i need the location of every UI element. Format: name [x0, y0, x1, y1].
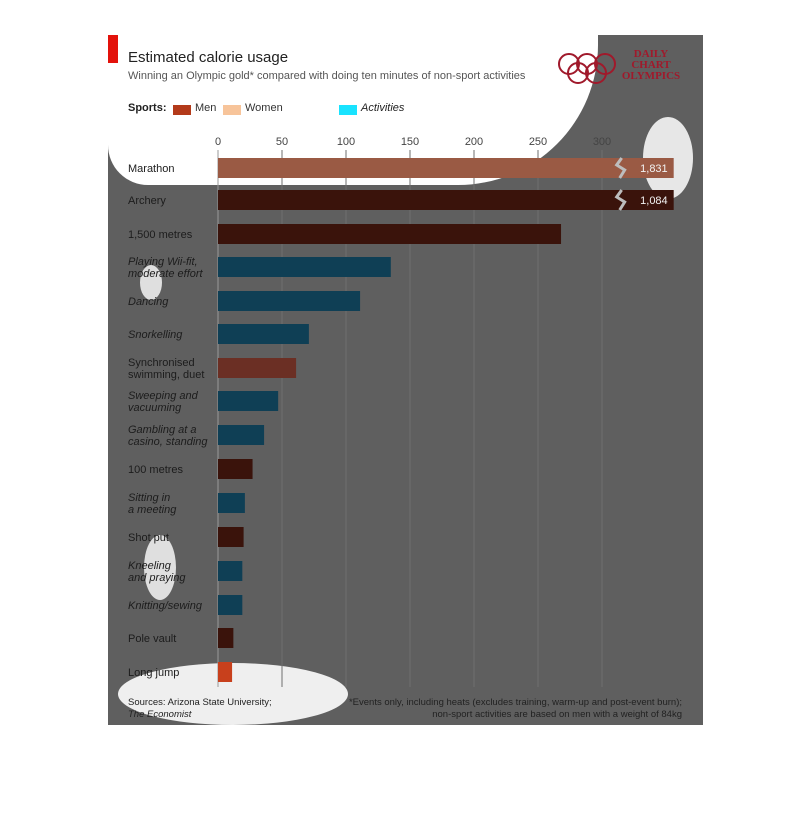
legend-women-label: Women: [245, 102, 283, 114]
bar: [218, 257, 391, 277]
category-label: Shot put: [128, 532, 169, 544]
x-tick-label: 100: [336, 136, 356, 148]
category-label: casino, standing: [128, 436, 208, 448]
legend-activities-label: Activities: [361, 102, 405, 114]
bar: [218, 158, 674, 178]
bar: [218, 527, 244, 547]
x-tick-label: 150: [400, 136, 420, 148]
bar: [218, 224, 561, 244]
footer-note: [349, 697, 682, 721]
x-tick-label: 200: [464, 136, 484, 148]
category-label: Sitting in: [128, 492, 171, 504]
bar: [218, 561, 242, 581]
source-line: Sources: Arizona State University;: [128, 697, 272, 708]
bar: [218, 595, 242, 615]
bar: [218, 662, 232, 682]
chart-title: Estimated calorie usage: [128, 49, 289, 66]
footer-sources: [128, 697, 272, 721]
x-tick-label: 250: [528, 136, 548, 148]
bar: [218, 190, 674, 210]
bar-value-label: 1,084: [640, 195, 668, 207]
bar: [218, 459, 253, 479]
category-label: Dancing: [128, 296, 169, 308]
x-tick-label: 50: [275, 136, 289, 148]
bar-chart: [108, 35, 703, 725]
category-label: Synchronised: [128, 357, 195, 369]
category-label: and praying: [128, 572, 186, 584]
category-label: 100 metres: [128, 464, 184, 476]
bar: [218, 324, 309, 344]
category-label: Kneeling: [128, 560, 171, 572]
x-tick-label: 300: [592, 136, 612, 148]
category-label: Long jump: [128, 667, 180, 679]
legend-men-label: Men: [195, 102, 217, 114]
chart-subtitle: Winning an Olympic gold* compared with doing ten minutes of non-sport activities: [128, 70, 526, 82]
chart-panel: [108, 35, 703, 725]
bar: [218, 291, 360, 311]
category-label: 1,500 metres: [128, 229, 193, 241]
bar: [218, 358, 296, 378]
category-label: Knitting/sewing: [128, 600, 202, 612]
bar: [218, 628, 233, 648]
category-label: Marathon: [128, 163, 175, 175]
category-label: moderate effort: [128, 268, 203, 280]
category-label: Pole vault: [128, 633, 177, 645]
bar: [218, 493, 245, 513]
bar: [218, 425, 264, 445]
legend-sports-label: Sports:: [128, 102, 167, 114]
category-label: Gambling at a: [128, 424, 197, 436]
logo-text: DAILY CHART OLYMPICS: [621, 48, 681, 82]
category-label: Sweeping and: [128, 390, 198, 402]
category-label: Playing Wii-fit,: [128, 256, 198, 268]
category-label: a meeting: [128, 504, 177, 516]
category-label: vacuuming: [128, 402, 182, 414]
note-line: *Events only, including heats (excludes training, warm-up and post-event burn);: [348, 697, 682, 708]
source-line-2: The Economist: [128, 709, 192, 720]
category-label: Snorkelling: [128, 329, 183, 341]
category-label: swimming, duet: [128, 369, 205, 381]
bar: [218, 391, 278, 411]
x-tick-label: 0: [214, 136, 222, 148]
note-line-2: non-sport activities are based on men with a weight of 84kg: [432, 709, 682, 720]
category-label: Archery: [128, 195, 166, 207]
bar-value-label: 1,831: [640, 163, 668, 175]
